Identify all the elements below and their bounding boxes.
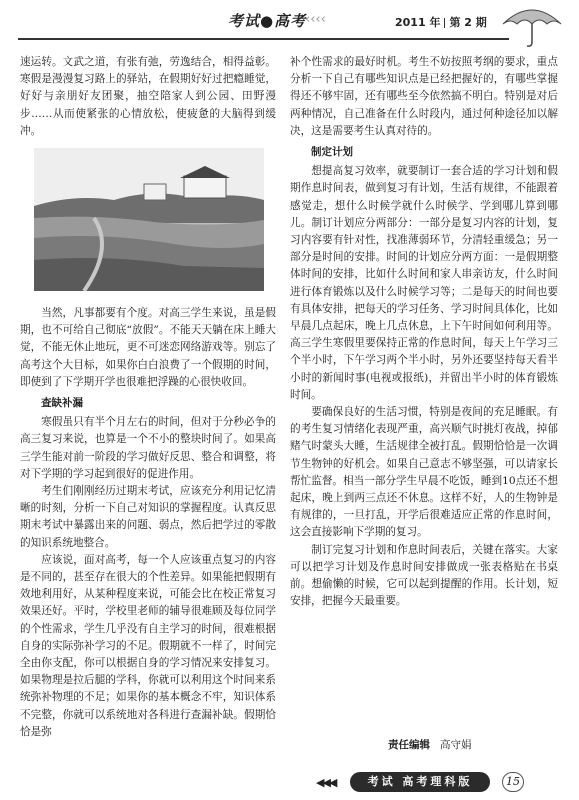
paragraph: 要确保良好的生活习惯，特别是夜间的充足睡眠。有的考生复习情绪化表现严重，高兴顺气时挑灯夜战，掉郁赌气时蒙头大睡，生活规律全被打乱。假期恰恰是一次调节生物钟的好机会。如果自己意志不够坚强，可以请家长帮忙监督。相当一部分学生早晨不吃饭，睡到10点还不想起床，晚上到两三点还不休息。这样不好，人的生物钟是有规律的，一旦打乱，开学后很难适应正常的作息时间，这会直接影响下学期的复习。 bbox=[290, 406, 558, 539]
paragraph: 应该说，面对高考，每一个人应该重点复习的内容是不同的，甚至存在很大的个性差异。如果能把假期有效地利用好，从某种程度来说，可能会比在校正常复习效果还好。平时，学校里老师的辅导很难顾及每位同学的个性需求，学生几乎没有自主学习的时间，很难根据自身的实际弥补学习的不足。假期就不一样了，时间完全由你支配，你可以根据自身的学习情况来安排复习。如果物理是拉后腿的学科，你就可以利用这个时间来系统弥补物理的不足；如果你的基本概念不牢，知识体系不完整，你就可以系统地对各科进行查漏补缺。假期恰恰是弥 bbox=[20, 553, 276, 738]
magazine-edition-badge: 考试 高考理科版 bbox=[350, 772, 490, 792]
paragraph: 当然，凡事都要有个度。对高三学生来说，虽是假期，也不可给自己彻底“放假”。不能天天躺在床上睡大觉，不能无休止地玩，更不可迷恋网络游戏等。别忘了高考这个大目标，如果你白白浪费了一个假期的时间，即使到了下学期开学也很难把浮躁的心很快收回。 bbox=[20, 307, 276, 388]
page-footer bbox=[316, 770, 576, 796]
section-heading: 制定计划 bbox=[311, 146, 353, 159]
issue-year: 2011 年 bbox=[395, 16, 441, 29]
arrow-left-icon: ◀◀◀ bbox=[316, 776, 336, 789]
section-heading: 查缺补漏 bbox=[41, 397, 83, 410]
magazine-logo: 考试●高考 bbox=[228, 12, 307, 30]
editor-name: 高守娟 bbox=[440, 739, 472, 751]
page-number: 15 bbox=[502, 772, 524, 792]
editor-label: 责任编辑 bbox=[388, 739, 430, 751]
chevron-decoration-icon: ‹‹‹‹ bbox=[305, 12, 326, 27]
paragraph: 考生们刚刚经历过期末考试，应该充分利用记忆清晰的时刻，分析一下自己对知识的掌握程度。认真反思期末考试中暴露出来的问题、弱点，然后把学过的零散的知识系统地整合。 bbox=[20, 485, 276, 549]
landscape-photo bbox=[34, 148, 264, 291]
page-header bbox=[0, 0, 579, 46]
left-column bbox=[20, 54, 276, 741]
paragraph: 想提高复习效率，就要制订一套合适的学习计划和假期作息时间表，做到复习有计划，生活有规律，不能跟着感觉走，想什么时候学就什么时候学、学到哪儿算到哪儿。制订计划应分两部分：一部分是复习内容的计划，复习内容要有针对性，找准薄弱环节，分清轻重缓急；另一部分是时间的安排。时间的计划应分两方面：一是假期整体时间的安排，比如什么时间和家人串亲访友，什么时间进行体育锻炼以及什么时候学习等；二是每天的时间也要有具体安排，把每天的学习任务、学习时间具体化，比如早晨几点起床，晚上几点休息，上下午时间如何利用等。高三学生寒假里要保持正常的作息时间，每天上午学习三个半小时，下午学习两个半小时，另外还要坚持每天看半小时的新闻时事(电视或报纸)，并留出半小时的体育锻炼时间。 bbox=[290, 165, 558, 401]
paragraph: 补个性需求的最好时机。考生不妨按照考纲的要求，重点分析一下自己有哪些知识点是已经把握好的，有哪些掌握得还不够牢固，还有哪些至今依然搞不明白。特别是对后两种情况，自己准备在什么时段内，通过何种途径加以解决，这是需要考生认真对待的。 bbox=[290, 56, 558, 137]
paragraph: 寒假虽只有半个月左右的时间，但对于分秒必争的高三复习来说，也算是一个不小的整块时间了。如果高三学生能对前一阶段的学习做好反思、整合和调整，将对下学期的学习起到很好的促进作用。 bbox=[20, 416, 276, 480]
paragraph: 速运转。文武之道，有张有弛，劳逸结合，相得益彰。寒假是漫漫复习路上的驿站，在假期好好过把瘾睡觉，好好与亲朋好友团聚，抽空陪家人到公园、田野漫步……从而使紧张的心情放松，使疲惫的大脑得到缓冲。 bbox=[20, 56, 276, 137]
editor-credit bbox=[388, 737, 472, 752]
issue-number: 第 2 期 bbox=[449, 16, 487, 29]
umbrella-icon bbox=[497, 2, 567, 48]
paragraph: 制订完复习计划和作息时间表后，关键在落实。大家可以把学习计划及作息时间安排做成一张表格贴在书桌前。想偷懒的时候，它可以起到提醒的作用。长计划，短安排，把握今天最重要。 bbox=[290, 543, 558, 608]
right-column bbox=[290, 54, 558, 611]
issue-info bbox=[395, 14, 487, 30]
header-rule bbox=[18, 38, 509, 40]
